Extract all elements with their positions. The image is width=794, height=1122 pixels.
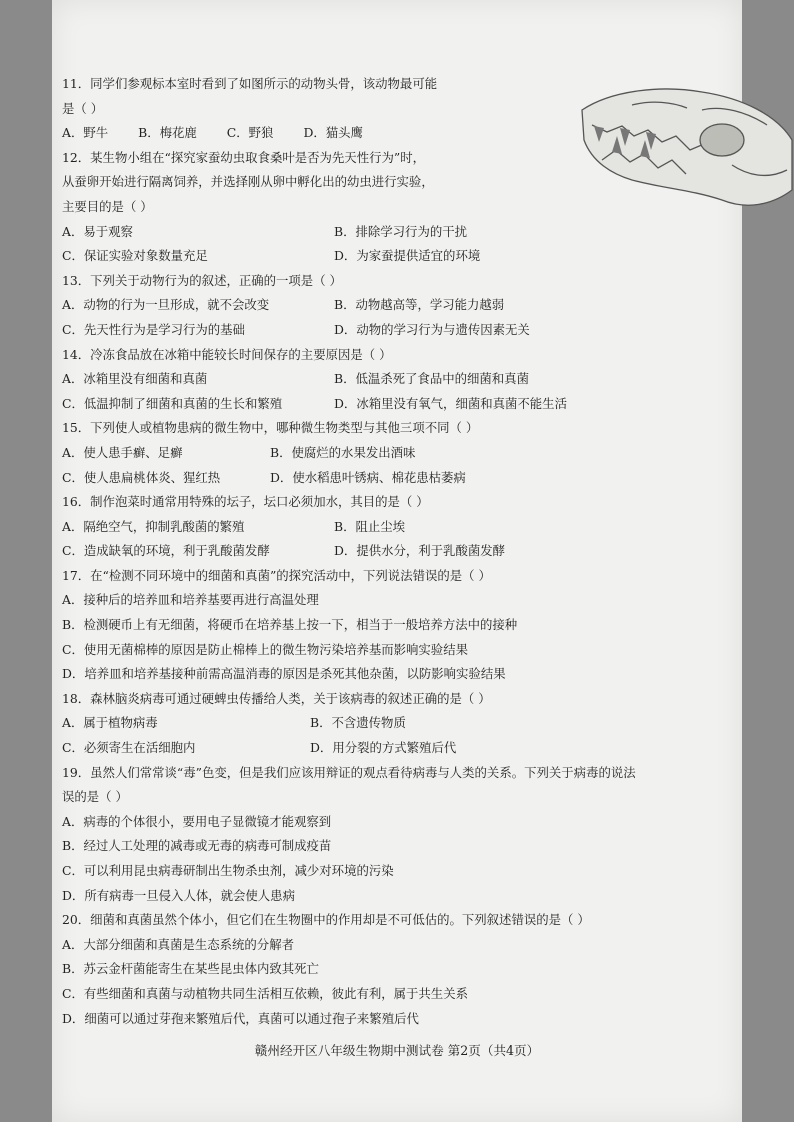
q11-stem-line2: 是（ ） <box>62 100 104 116</box>
q18-options-row2 <box>62 736 742 761</box>
q15-option-a[interactable]: A．使人患手癣、足癣 <box>62 444 183 460</box>
q13-option-b[interactable]: B．动物越高等，学习能力越弱 <box>334 297 505 313</box>
q17-option-c[interactable]: C．使用无菌棉棒的原因是防止棉棒上的微生物污染培养基而影响实验结果 <box>62 641 468 657</box>
q14-option-a[interactable]: A．冰箱里没有细菌和真菌 <box>62 371 208 387</box>
q20-option-d[interactable]: D．细菌可以通过芽孢来繁殖后代，真菌可以通过孢子来繁殖后代 <box>62 1010 419 1026</box>
q15-option-d[interactable]: D．使水稻患叶锈病、棉花患枯萎病 <box>270 469 466 485</box>
q12-option-a[interactable]: A．易于观察 <box>62 223 133 239</box>
q13-option-c[interactable]: C．先天性行为是学习行为的基础 <box>62 321 245 337</box>
q11-option-c[interactable]: C．野狼 <box>226 125 274 141</box>
q18-option-b[interactable]: B．不含遗传物质 <box>310 715 406 731</box>
q18-options-row1 <box>62 711 742 736</box>
q14-options-row2 <box>62 392 742 417</box>
q13-options-row2 <box>62 318 742 343</box>
q12-options-row2 <box>62 244 742 269</box>
q14-options-row1 <box>62 367 742 392</box>
q17-option-a[interactable]: A．接种后的培养皿和培养基要再进行高温处理 <box>62 592 319 608</box>
q16-option-a[interactable]: A．隔绝空气，抑制乳酸菌的繁殖 <box>62 518 245 534</box>
q11-option-b[interactable]: B．梅花鹿 <box>138 125 197 141</box>
q17-option-d[interactable]: D．培养皿和培养基接种前需高温消毒的原因是杀死其他杂菌，以防影响实验结果 <box>62 666 506 682</box>
q17-stem: 17．在“检测不同环境中的细菌和真菌”的探究活动中，下列说法错误的是（ ） <box>62 567 491 583</box>
q13-options-row1 <box>62 293 742 318</box>
q14-option-b[interactable]: B．低温杀死了食品中的细菌和真菌 <box>334 371 529 387</box>
question-list <box>62 72 742 1031</box>
q15-option-c[interactable]: C．使人患扁桃体炎、猩红热 <box>62 469 221 485</box>
q18-option-a[interactable]: A．属于植物病毒 <box>62 715 158 731</box>
q12-options-row1 <box>62 220 742 245</box>
q20-stem: 20．细菌和真菌虽然个体小，但它们在生物圈中的作用却是不可低估的。下列叙述错误的是（ ） <box>62 912 590 928</box>
q19-option-a[interactable]: A．病毒的个体很小，要用电子显微镜才能观察到 <box>62 813 332 829</box>
q12-stem-line3: 主要目的是（ ） <box>62 198 153 214</box>
q15-option-b[interactable]: B．使腐烂的水果发出酒味 <box>270 444 416 460</box>
q16-option-d[interactable]: D．提供水分，利于乳酸菌发酵 <box>334 543 506 559</box>
q19-option-d[interactable]: D．所有病毒一旦侵入人体，就会使人患病 <box>62 887 295 903</box>
q15-options-row2 <box>62 466 742 491</box>
q11-option-a[interactable]: A．野牛 <box>62 125 109 141</box>
q19-option-c[interactable]: C．可以利用昆虫病毒研制出生物杀虫剂，减少对环境的污染 <box>62 863 394 878</box>
q19-stem-line2: 误的是（ ） <box>62 789 128 805</box>
q16-options-row2 <box>62 539 742 564</box>
q15-options-row1 <box>62 441 742 466</box>
q12-option-d[interactable]: D．为家蚕提供适宜的环境 <box>334 248 481 264</box>
q14-stem: 14．冷冻食品放在冰箱中能较长时间保存的主要原因是（ ） <box>62 346 392 362</box>
q19-option-b[interactable]: B．经过人工处理的减毒或无毒的病毒可制成疫苗 <box>62 838 332 854</box>
q16-stem: 16．制作泡菜时通常用特殊的坛子，坛口必须加水，其目的是（ ） <box>62 494 429 510</box>
q18-option-d[interactable]: D．用分裂的方式繁殖后代 <box>310 740 457 756</box>
q13-option-a[interactable]: A．动物的行为一旦形成，就不会改变 <box>62 297 270 313</box>
q17-option-b[interactable]: B．检测硬币上有无细菌，将硬币在培养基上按一下，相当于一般培养方法中的接种 <box>62 617 518 633</box>
q13-stem: 13．下列关于动物行为的叙述，正确的一项是（ ） <box>62 272 342 288</box>
q16-options-row1 <box>62 515 742 540</box>
q20-option-a[interactable]: A．大部分细菌和真菌是生态系统的分解者 <box>62 936 294 952</box>
q12-stem-line2: 从蚕卵开始进行隔离饲养，并选择刚从卵中孵化出的幼虫进行实验， <box>62 174 434 190</box>
q12-stem-line1: 12．某生物小组在“探究家蚕幼虫取食桑叶是否为先天性行为”时， <box>62 149 425 165</box>
q11-option-d[interactable]: D．猫头鹰 <box>303 125 363 141</box>
q18-stem: 18．森林脑炎病毒可通过硬蜱虫传播给人类，关于该病毒的叙述正确的是（ ） <box>62 690 491 706</box>
q15-stem: 15．下列使人或植物患病的微生物中，哪种微生物类型与其他三项不同（ ） <box>62 420 479 436</box>
q20-option-c[interactable]: C．有些细菌和真菌与动植物共同生活相互依赖，彼此有利，属于共生关系 <box>62 985 468 1001</box>
page-footer: 赣州经开区八年级生物期中测试卷 第2页（共4页） <box>254 1043 540 1058</box>
q18-option-c[interactable]: C．必须寄生在活细胞内 <box>62 740 196 756</box>
q16-option-c[interactable]: C．造成缺氧的环境，利于乳酸菌发酵 <box>62 543 270 559</box>
q13-option-d[interactable]: D．动物的学习行为与遗传因素无关 <box>334 321 530 337</box>
q12-option-b[interactable]: B．排除学习行为的干扰 <box>334 223 468 239</box>
q20-option-b[interactable]: B．苏云金杆菌能寄生在某些昆虫体内致其死亡 <box>62 961 319 977</box>
q14-option-d[interactable]: D．冰箱里没有氧气，细菌和真菌不能生活 <box>334 395 567 411</box>
q14-option-c[interactable]: C．低温抑制了细菌和真菌的生长和繁殖 <box>62 395 283 411</box>
q11-stem-line1: 11．同学们参观标本室时看到了如图所示的动物头骨，该动物最可能 <box>62 76 438 91</box>
q12-option-c[interactable]: C．保证实验对象数量充足 <box>62 248 208 264</box>
exam-page <box>52 0 742 1122</box>
q19-stem-line1: 19．虽然人们常常谈“毒”色变，但是我们应该用辩证的观点看待病毒与人类的关系。下列关于病毒的说法 <box>62 764 636 780</box>
q11-options <box>62 121 742 146</box>
q16-option-b[interactable]: B．阻止尘埃 <box>334 518 406 534</box>
